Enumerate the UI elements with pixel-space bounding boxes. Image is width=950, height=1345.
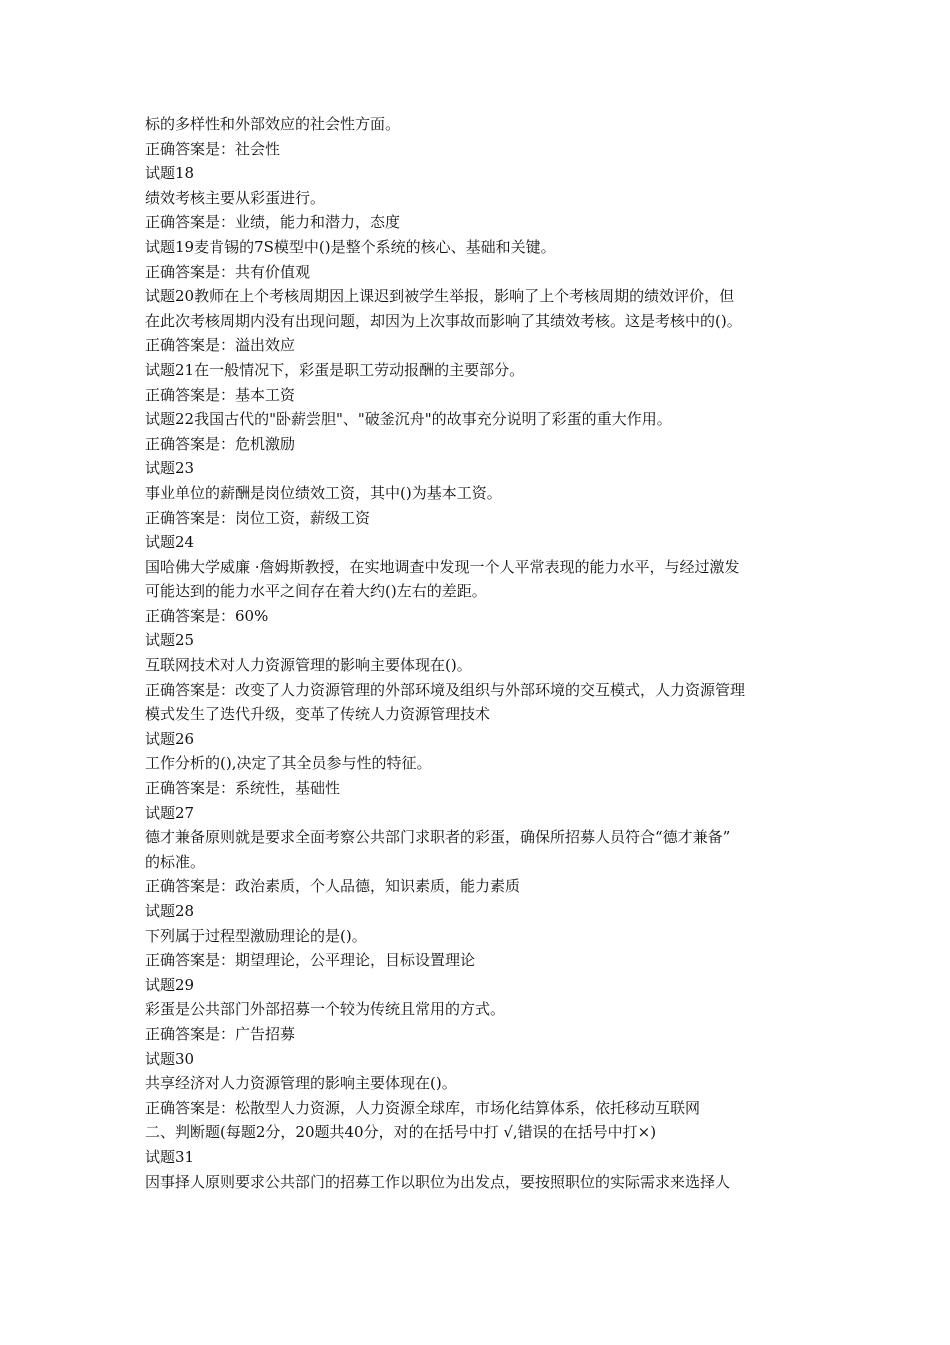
text-line: 标的多样性和外部效应的社会性方面。 (145, 115, 401, 133)
answer-line: 正确答案是：共有价值观 (145, 262, 311, 281)
question-text: 工作分析的(),决定了其全员参与性的特征。 (145, 754, 432, 773)
question-text: 下列属于过程型激励理论的是()。 (145, 926, 367, 945)
question-text: 试题21在一般情况下，彩蛋是职工劳动报酬的主要部分。 (145, 360, 525, 379)
answer-line: 正确答案是：期望理论，公平理论，目标设置理论 (145, 951, 476, 970)
answer-line: 正确答案是：社会性 (145, 139, 281, 158)
question-text: 试题20教师在上个考核周期因上课迟到被学生举报，影响了上个考核周期的绩效评价，但 (145, 287, 735, 306)
question-text: 因事择人原则要求公共部门的招募工作以职位为出发点，要按照职位的实际需求来选择人 (145, 1172, 731, 1191)
question-text: 彩蛋是公共部门外部招募一个较为传统且常用的方式。 (145, 1000, 506, 1019)
question-text: 事业单位的薪酬是岗位绩效工资，其中()为基本工资。 (145, 483, 502, 502)
answer-line: 正确答案是：业绩，能力和潜力，态度 (145, 213, 401, 232)
question-number: 试题23 (145, 459, 195, 478)
question-text: 绩效考核主要从彩蛋进行。 (145, 188, 326, 207)
question-number: 试题29 (145, 975, 195, 994)
answer-line: 正确答案是：60% (145, 606, 269, 625)
question-text: 可能达到的能力水平之间存在着大约()左右的差距。 (145, 582, 487, 601)
question-number: 试题24 (145, 533, 195, 552)
answer-line: 正确答案是：溢出效应 (145, 336, 296, 355)
question-text: 国哈佛大学威廉 ·詹姆斯教授，在实地调查中发现一个人平常表现的能力水平，与经过激发 (145, 557, 740, 576)
answer-line: 正确答案是：广告招募 (145, 1024, 296, 1043)
question-text: 共享经济对人力资源管理的影响主要体现在()。 (145, 1074, 457, 1093)
question-text: 在此次考核周期内没有出现问题，却因为上次事故而影响了其绩效考核。这是考核中的()。 (145, 311, 742, 330)
answer-line: 正确答案是：岗位工资，薪级工资 (145, 508, 371, 527)
answer-line: 正确答案是：改变了人力资源管理的外部环境及组织与外部环境的交互模式，人力资源管理 (145, 680, 746, 699)
question-text: 试题19麦肯锡的7S模型中()是整个系统的核心、基础和关键。 (145, 237, 556, 256)
answer-line: 正确答案是：松散型人力资源，人力资源全球库，市场化结算体系，依托移动互联网 (145, 1098, 701, 1117)
document-body (145, 112, 825, 1194)
answer-line: 正确答案是：政治素质，个人品德，知识素质，能力素质 (145, 877, 521, 896)
question-number: 试题25 (145, 631, 195, 650)
question-number: 试题31 (145, 1147, 195, 1166)
question-text: 德才兼备原则就是要求全面考察公共部门求职者的彩蛋，确保所招募人员符合“德才兼备” (145, 828, 731, 847)
question-text: 互联网技术对人力资源管理的影响主要体现在()。 (145, 656, 472, 675)
question-text: 试题22我国古代的"卧薪尝胆"、"破釜沉舟"的故事充分说明了彩蛋的重大作用。 (145, 410, 672, 429)
answer-line: 模式发生了迭代升级，变革了传统人力资源管理技术 (145, 705, 491, 724)
question-number: 试题18 (145, 164, 195, 183)
question-number: 试题30 (145, 1049, 195, 1068)
answer-line: 正确答案是：系统性，基础性 (145, 779, 341, 798)
answer-line: 正确答案是：危机激励 (145, 434, 296, 453)
section-heading: 二、判断题(每题2分，20题共40分，对的在括号中打 √,错误的在括号中打×) (145, 1123, 657, 1142)
question-number: 试题28 (145, 902, 195, 920)
answer-line: 正确答案是：基本工资 (145, 385, 296, 404)
question-number: 试题27 (145, 803, 195, 822)
question-text: 的标准。 (145, 852, 206, 871)
question-number: 试题26 (145, 729, 195, 748)
